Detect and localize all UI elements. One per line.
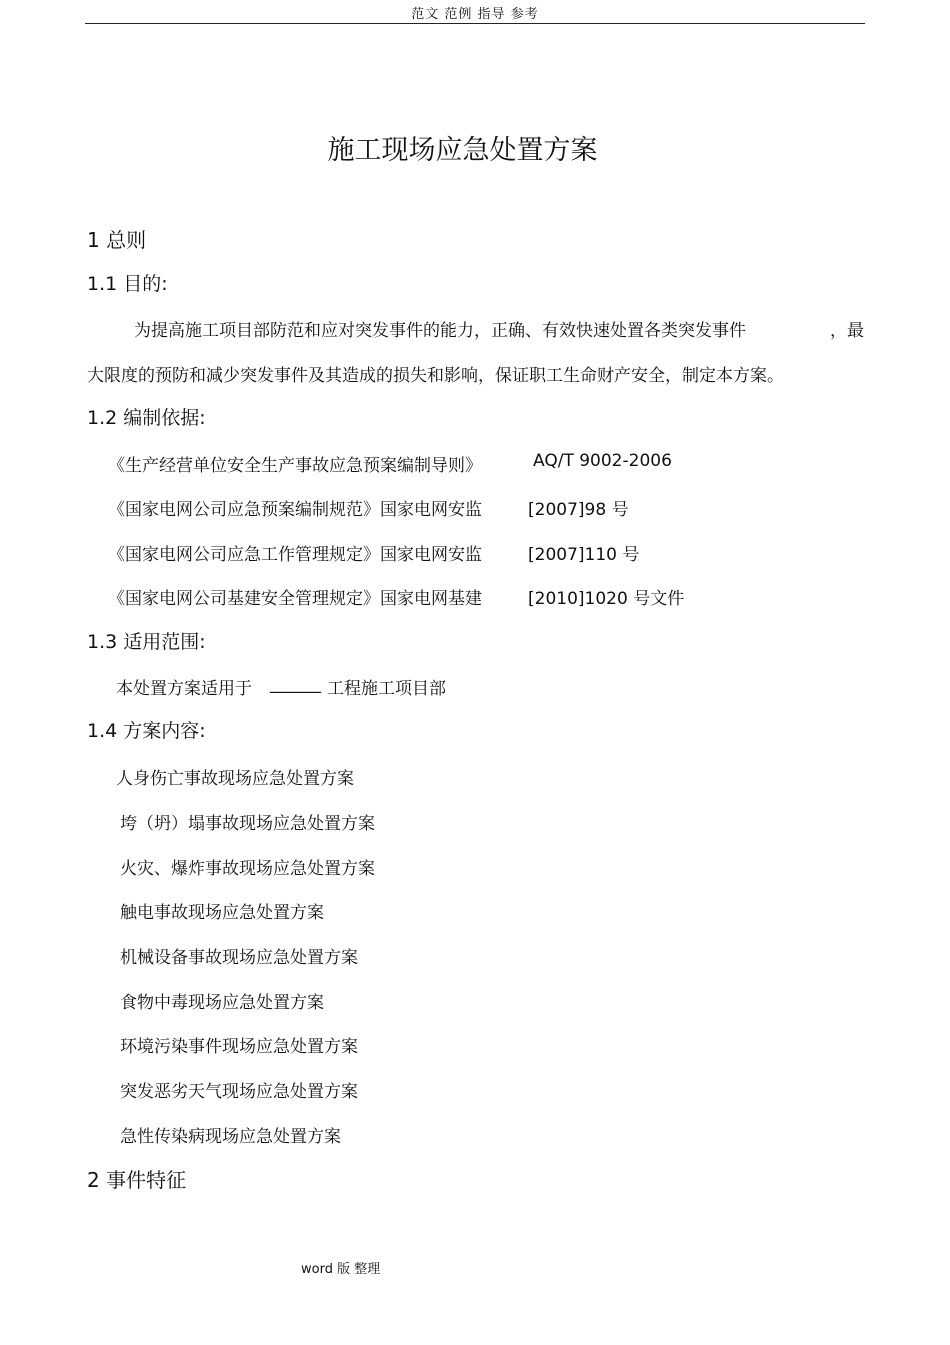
- section-heading-content: 1.4 方案内容:: [87, 720, 206, 742]
- reference-name: 《生产经营单位安全生产事故应急预案编制导则》: [108, 456, 482, 476]
- page-footer: word 版 整理: [301, 1262, 381, 1277]
- purpose-paragraph-line2: 大限度的预防和减少突发事件及其造成的损失和影响，保证职工生命财产安全，制定本方案。: [87, 366, 784, 386]
- reference-code: [2007]110 号: [528, 545, 640, 565]
- reference-code: [2007]98 号: [528, 500, 629, 520]
- plan-list-item: 火灾、爆炸事故现场应急处置方案: [120, 859, 375, 879]
- plan-list-item: 人身伤亡事故现场应急处置方案: [116, 769, 354, 789]
- plan-list-item: 食物中毒现场应急处置方案: [120, 993, 324, 1013]
- plan-list-item: 触电事故现场应急处置方案: [120, 903, 324, 923]
- scope-blank: ______: [270, 674, 321, 694]
- plan-list-item: 机械设备事故现场应急处置方案: [120, 948, 358, 968]
- scope-text-prefix: 本处置方案适用于: [116, 679, 252, 699]
- section-heading-event-features: 2 事件特征: [87, 1168, 187, 1192]
- purpose-paragraph-line1: 为提高施工项目部防范和应对突发事件的能力，正确、有效快速处置各类突发事件: [134, 321, 746, 341]
- plan-list-item: 环境污染事件现场应急处置方案: [120, 1037, 358, 1057]
- plan-list-item: 突发恶劣天气现场应急处置方案: [120, 1082, 358, 1102]
- scope-text-suffix: 工程施工项目部: [327, 679, 446, 699]
- header-rule: [85, 23, 865, 24]
- reference-code: AQ/T 9002-2006: [533, 451, 672, 471]
- page-header: 范文 范例 指导 参考: [411, 7, 539, 22]
- reference-code: [2010]1020 号文件: [528, 589, 685, 609]
- section-heading-scope: 1.3 适用范围:: [87, 631, 206, 653]
- reference-name: 《国家电网公司应急预案编制规范》国家电网安监: [108, 500, 482, 520]
- reference-name: 《国家电网公司应急工作管理规定》国家电网安监: [108, 545, 482, 565]
- reference-name: 《国家电网公司基建安全管理规定》国家电网基建: [108, 589, 482, 609]
- plan-list-item: 急性传染病现场应急处置方案: [120, 1127, 341, 1147]
- purpose-paragraph-line1-tail: ，最: [830, 321, 864, 341]
- section-heading-general: 1 总则: [87, 228, 147, 252]
- section-heading-purpose: 1.1 目的:: [87, 273, 168, 295]
- document-title: 施工现场应急处置方案: [327, 135, 598, 166]
- plan-list-item: 垮（坍）塌事故现场应急处置方案: [120, 814, 375, 834]
- section-heading-basis: 1.2 编制依据:: [87, 407, 206, 429]
